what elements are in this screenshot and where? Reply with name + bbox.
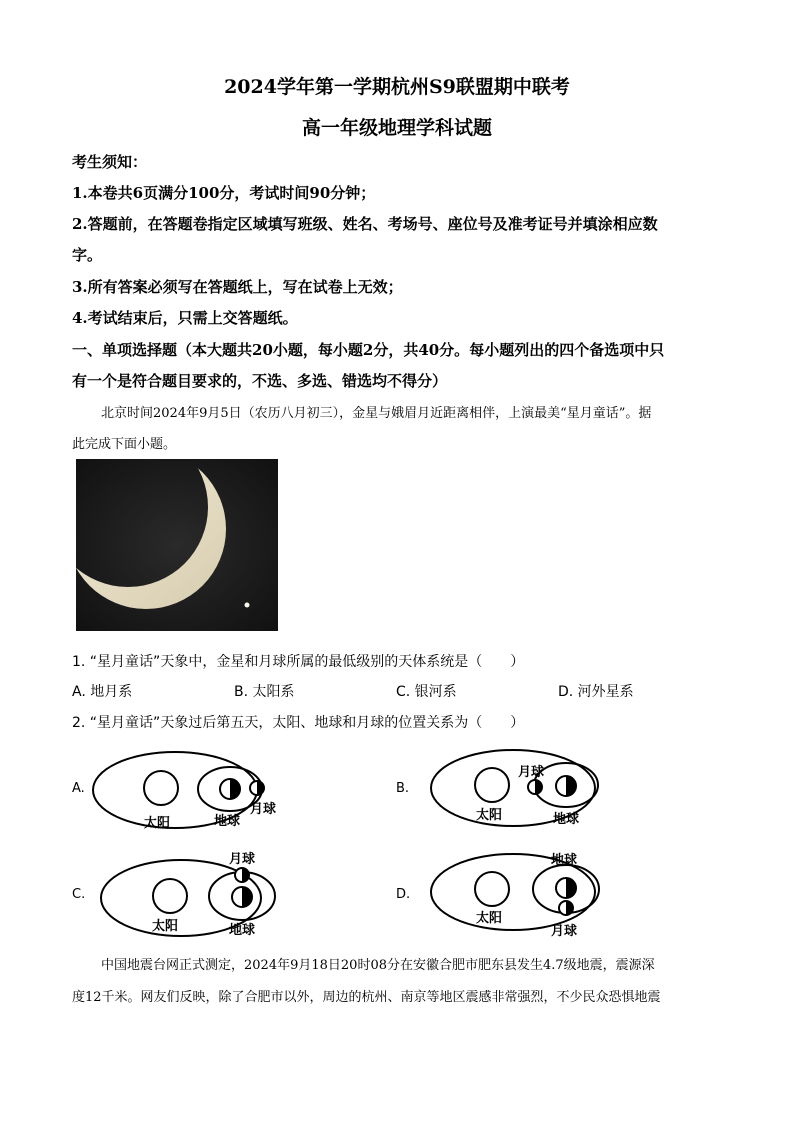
exam-title: 2024学年第一学期杭州S9联盟期中联考 xyxy=(224,76,570,98)
notice-item-2-cont: 字。 xyxy=(72,246,103,264)
section-heading-cont: 有一个是符合题目要求的，不选、多选、错选均不得分） xyxy=(72,372,448,390)
notice-item-4: 4.考试结束后，只需上交答题纸。 xyxy=(72,309,298,327)
moon-label: 月球 xyxy=(518,765,545,780)
sun-label: 太阳 xyxy=(144,816,171,831)
sun-label: 太阳 xyxy=(476,911,503,926)
passage-2-line-2: 度12千米。网友们反映，除了合肥市以外，周边的杭州、南京等地区震感非常强烈，不少民众恐惧地震 xyxy=(72,990,661,1005)
question-1-option-a: A. 地月系 xyxy=(72,684,133,700)
diagram-b xyxy=(418,743,608,833)
question-1-stem: 1. “星月童话”天象中，金星和月球所属的最低级别的天体系统是（ ） xyxy=(72,654,525,670)
diagram-a-letter: A. xyxy=(72,781,85,796)
diagram-d-letter: D. xyxy=(396,887,411,902)
earth-label: 地球 xyxy=(229,923,256,938)
passage-1-line-2: 此完成下面小题。 xyxy=(72,437,177,452)
earth-label: 地球 xyxy=(214,814,241,829)
sun xyxy=(144,771,178,805)
earth-night-side xyxy=(230,779,240,799)
sun-label: 太阳 xyxy=(152,919,179,934)
earth-label: 地球 xyxy=(553,812,580,827)
diagram-c xyxy=(96,848,286,943)
sun xyxy=(475,768,509,802)
diagram-a xyxy=(88,745,288,835)
notice-item-2: 2.答题前，在答题卷指定区域填写班级、姓名、考场号、座位号及准考证号并填涂相应数 xyxy=(72,215,658,233)
moon-label: 月球 xyxy=(551,924,578,939)
notice-item-3: 3.所有答案必须写在答题纸上，写在试卷上无效； xyxy=(72,278,403,296)
section-heading: 一、单项选择题（本大题共20小题，每小题2分，共40分。每小题列出的四个备选项中只 xyxy=(72,341,665,359)
earth-night-side xyxy=(566,776,576,796)
earth-night-side xyxy=(566,878,576,898)
venus-dot xyxy=(245,603,250,608)
earth-night-side xyxy=(242,887,252,907)
earth-label: 地球 xyxy=(551,853,578,868)
diagram-b-letter: B. xyxy=(396,781,410,796)
question-2-stem: 2. “星月童话”天象过后第五天，太阳、地球和月球的位置关系为（ ） xyxy=(72,715,525,731)
diagram-c-letter: C. xyxy=(72,887,86,902)
moon-label: 月球 xyxy=(250,802,277,817)
moon-venus-image xyxy=(76,459,278,631)
passage-2-line-1: 中国地震台网正式测定，2024年9月18日20时08分在安徽合肥市肥东县发生4.7级地震，震源深 xyxy=(101,958,655,973)
diagram-d xyxy=(418,848,618,943)
question-1-option-c: C. 银河系 xyxy=(396,684,457,700)
question-1-option-d: D. 河外星系 xyxy=(558,684,634,700)
question-1-option-b: B. 太阳系 xyxy=(234,684,295,700)
notice-heading: 考生须知： xyxy=(72,153,148,171)
sun xyxy=(153,879,187,913)
passage-1-line-1: 北京时间2024年9月5日（农历八月初三），金星与娥眉月近距离相伴，上演最美“星月童话”。据 xyxy=(101,406,652,421)
crescent-moon-photo xyxy=(76,459,278,631)
exam-subtitle: 高一年级地理学科试题 xyxy=(301,117,492,139)
moon-label: 月球 xyxy=(229,852,256,867)
sun xyxy=(475,872,509,906)
sun-label: 太阳 xyxy=(476,808,503,823)
notice-item-1: 1.本卷共6页满分100分，考试时间90分钟； xyxy=(72,184,376,202)
